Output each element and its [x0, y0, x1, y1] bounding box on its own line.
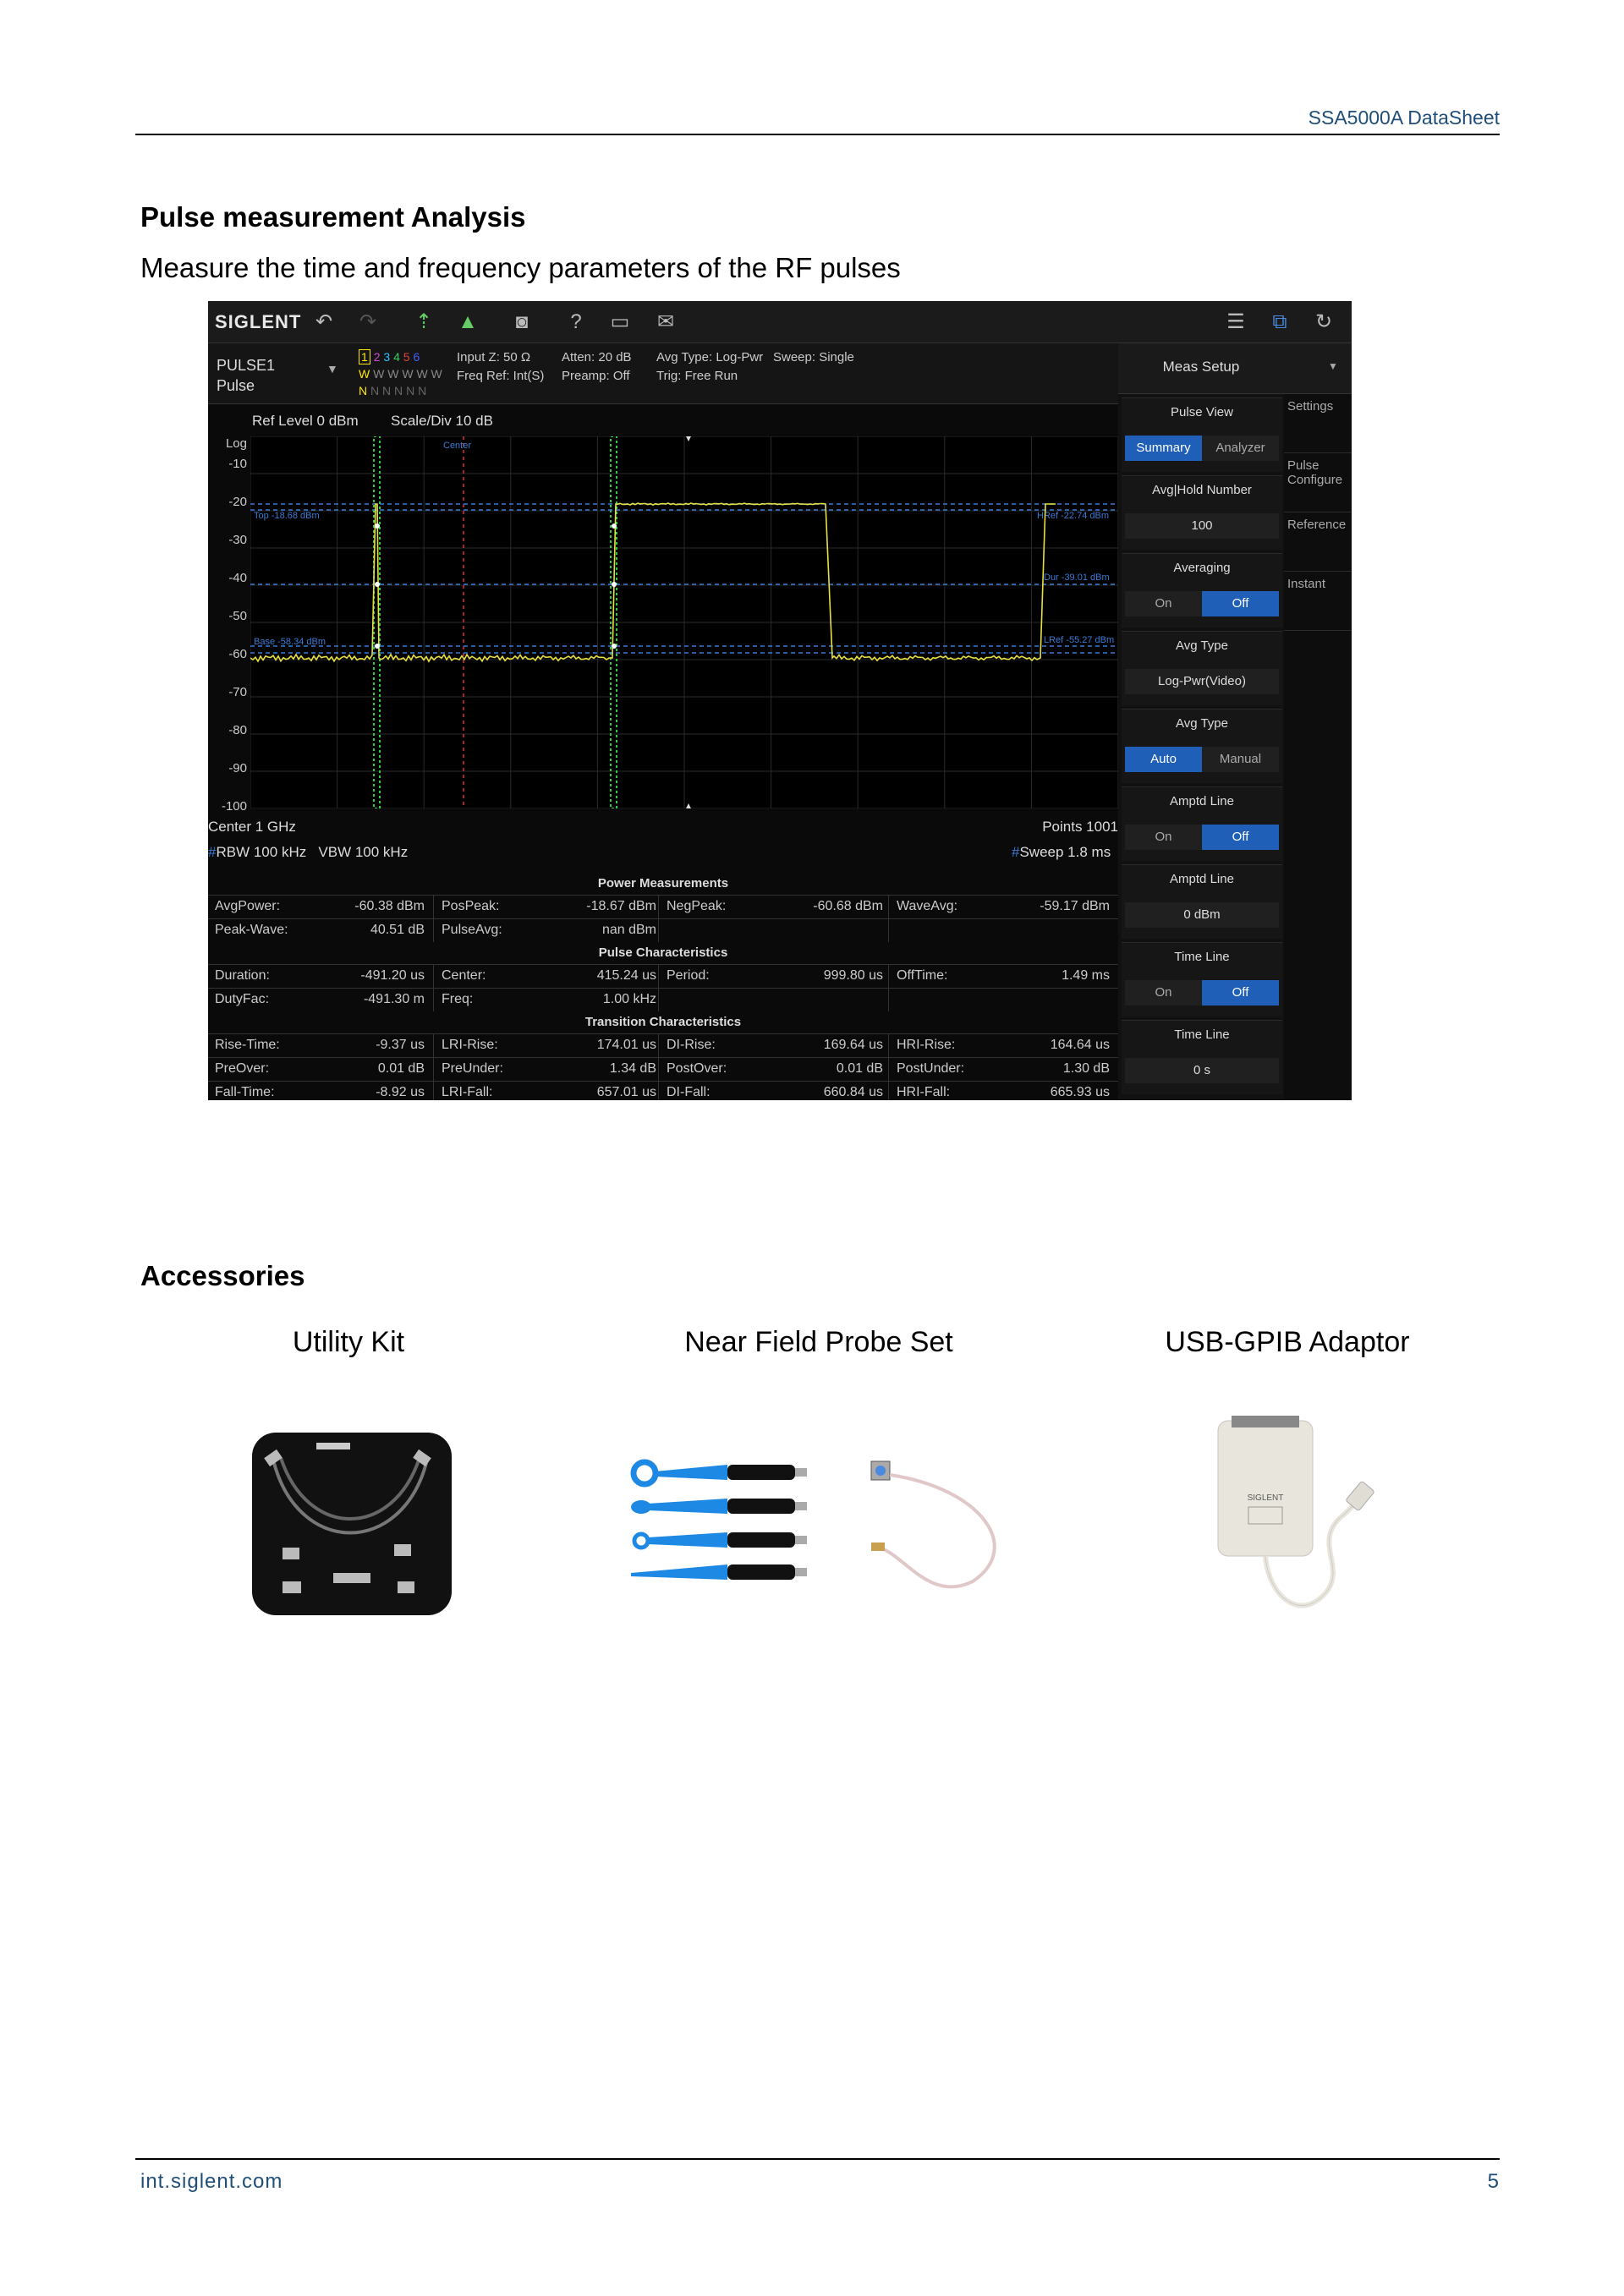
top-center-indicator — [686, 436, 691, 441]
trace-type-2: W — [373, 367, 385, 381]
softkey-value[interactable]: 0 s — [1193, 1063, 1210, 1077]
softkey-group — [1122, 942, 1282, 1016]
table-section-title: Pulse Characteristics — [598, 945, 728, 960]
coax-cable — [871, 1461, 995, 1586]
softkey-group — [1122, 1020, 1282, 1094]
trace-3[interactable]: 3 — [383, 350, 391, 364]
status-bar — [208, 343, 1118, 404]
table-divider — [888, 964, 889, 1011]
analyzer-screenshot — [208, 301, 1352, 1100]
instrument-toolbar — [208, 301, 1352, 343]
lref-marker-label: LRef -55.27 dBm — [1044, 635, 1115, 645]
sweep-time-value: Sweep 1.8 ms — [1019, 844, 1111, 860]
pulse-trace — [250, 503, 1056, 661]
document-header-title: SSA5000A DataSheet — [1308, 107, 1500, 129]
measurement-value: 660.84 us — [823, 1085, 883, 1099]
measurement-label: LRI-Fall: — [442, 1085, 493, 1099]
softkey-control[interactable] — [1125, 747, 1279, 772]
table-row — [208, 1057, 1118, 1081]
softkey-control[interactable] — [1125, 669, 1279, 694]
adaptor-logo: SIGLENT — [1247, 1493, 1284, 1503]
measurement-value: 169.64 us — [823, 1038, 883, 1052]
trace-type-4: W — [402, 367, 414, 381]
footer-rule — [135, 2158, 1500, 2160]
measurement-value: -491.30 m — [363, 992, 425, 1006]
trace-det-3: N — [382, 384, 392, 397]
measurement-value: -60.68 dBm — [813, 899, 883, 913]
y-tick-label: -10 — [228, 457, 247, 471]
softkey-label: Pulse View — [1171, 405, 1233, 419]
table-divider — [658, 964, 659, 1011]
softkey-control[interactable] — [1125, 980, 1279, 1006]
vbw: VBW 100 kHz — [318, 844, 409, 860]
measurement-value: 0.01 dB — [836, 1061, 883, 1076]
y-tick-label: -100 — [221, 799, 247, 814]
measurement-label: Peak-Wave: — [215, 923, 288, 937]
softkey-group — [1122, 786, 1282, 861]
table-row — [208, 964, 1118, 988]
rbw: RBW 100 kHz — [216, 844, 307, 860]
softkey-group — [1122, 631, 1282, 705]
measurement-value: 0.01 dB — [377, 1061, 425, 1076]
y-tick-label: -80 — [228, 723, 247, 737]
softkey-control[interactable] — [1125, 591, 1279, 616]
table-divider — [888, 895, 889, 942]
header-rule — [135, 134, 1500, 135]
trigger-status: Trig: Free Run — [656, 369, 738, 383]
measurement-label: HRI-Rise: — [897, 1038, 956, 1052]
probe-set-image — [626, 1455, 1015, 1598]
measurement-label: PosPeak: — [442, 899, 500, 913]
measurement-value: 40.51 dB — [370, 923, 425, 937]
center-line-label: Center — [443, 441, 472, 451]
table-row — [208, 1081, 1118, 1100]
mode-selector[interactable] — [217, 355, 275, 396]
measurement-value: 1.49 ms — [1062, 968, 1110, 983]
softkey-tab[interactable]: Pulse Configure — [1284, 453, 1352, 512]
softkey-option[interactable]: Manual — [1219, 752, 1262, 766]
trace-det-2: N — [370, 384, 380, 397]
bottom-center-indicator — [686, 803, 691, 808]
measurement-label: Center: — [442, 968, 486, 983]
measurement-value: -8.92 us — [376, 1085, 425, 1099]
trace-4[interactable]: 4 — [393, 350, 400, 364]
softkey-control[interactable] — [1125, 825, 1279, 850]
y-tick-label: -30 — [228, 533, 247, 547]
measurement-label: PreOver: — [215, 1061, 270, 1076]
softkey-label: Time Line — [1174, 1027, 1230, 1042]
measurement-label: DI-Fall: — [667, 1085, 710, 1099]
trace-2[interactable]: 2 — [373, 350, 381, 364]
measurement-value: 164.64 us — [1050, 1038, 1110, 1052]
softkey-panel — [1118, 343, 1352, 1100]
trace-6[interactable]: 6 — [413, 350, 420, 364]
siglent-logo: SIGLENT — [215, 311, 302, 332]
redo-icon[interactable]: ↷ — [359, 310, 377, 333]
measurement-value: -60.38 dBm — [354, 899, 425, 913]
measurement-label: Rise-Time: — [215, 1038, 280, 1052]
panel-header[interactable] — [1118, 343, 1352, 394]
softkey-group — [1122, 397, 1282, 472]
footer-url[interactable]: int.siglent.com — [140, 2170, 283, 2193]
measurement-value: 1.30 dB — [1062, 1061, 1110, 1076]
measurement-value: 1.34 dB — [609, 1061, 656, 1076]
peak-search-icon[interactable]: ⇡ — [414, 310, 433, 333]
trace-det-1: N — [359, 384, 368, 397]
softkey-tab[interactable]: Reference — [1284, 512, 1352, 572]
spectrum-plot[interactable] — [250, 436, 1118, 808]
section-heading-accessories: Accessories — [140, 1260, 305, 1291]
table-divider — [433, 895, 434, 942]
table-section-title: Power Measurements — [597, 876, 729, 890]
marker-point — [612, 582, 617, 587]
top-marker-label: Top -18.68 dBm — [254, 511, 320, 521]
measurement-value: -59.17 dBm — [1040, 899, 1110, 913]
softkey-control[interactable] — [1125, 436, 1279, 461]
ref-level: Ref Level 0 dBm — [252, 413, 359, 429]
measurement-label: NegPeak: — [667, 899, 727, 913]
measurement-label: WaveAvg: — [897, 899, 958, 913]
softkey-column — [1118, 394, 1284, 1100]
softkey-label: Amptd Line — [1170, 872, 1234, 886]
softkey-option[interactable]: Analyzer — [1215, 441, 1265, 455]
marker-point — [612, 523, 617, 529]
softkey-label: Amptd Line — [1170, 794, 1234, 808]
table-divider — [433, 964, 434, 1011]
reset-icon[interactable]: ↻ — [1314, 310, 1333, 333]
table-section-title: Transition Characteristics — [584, 1015, 742, 1029]
measurement-label: PulseAvg: — [442, 923, 502, 937]
message-icon[interactable]: ✉ — [656, 310, 675, 333]
href-marker-label: HRef -22.74 dBm — [1037, 511, 1109, 521]
softkey-value[interactable]: 100 — [1191, 518, 1213, 533]
trace-det-6: N — [418, 384, 427, 397]
measurement-value: -9.37 us — [376, 1038, 425, 1052]
trace-type-1: W — [359, 367, 370, 381]
sweep-hash: # — [1012, 844, 1020, 860]
softkey-option[interactable]: On — [1155, 830, 1172, 844]
softkey-control[interactable] — [1125, 513, 1279, 539]
mode-name: PULSE1 — [217, 357, 276, 374]
table-row — [208, 918, 1118, 942]
trace-det-5: N — [406, 384, 415, 397]
chevron-down-icon[interactable]: ▼ — [326, 362, 338, 375]
trace-types — [359, 365, 442, 382]
softkey-label: Time Line — [1174, 950, 1230, 964]
softkey-option[interactable]: Off — [1202, 825, 1279, 850]
measurement-label: PreUnder: — [442, 1061, 503, 1076]
y-tick-label: -20 — [228, 495, 247, 509]
page-number: 5 — [1487, 2170, 1499, 2193]
input-impedance: Input Z: 50 Ω — [457, 350, 531, 364]
accessory-label-gpib: USB-GPIB Adaptor — [1165, 1326, 1410, 1358]
marker-point — [375, 582, 380, 587]
measurement-label: HRI-Fall: — [897, 1085, 951, 1099]
sweep-status: Sweep: Single — [773, 350, 854, 364]
measurement-label: DI-Rise: — [667, 1038, 716, 1052]
section-heading-pulse: Pulse measurement Analysis — [140, 201, 526, 233]
measurement-value: 665.93 us — [1050, 1085, 1110, 1099]
probe — [631, 1499, 807, 1514]
y-tick-label: -60 — [228, 647, 247, 661]
mode-sub: Pulse — [217, 377, 255, 394]
softkey-tabs — [1284, 394, 1352, 1100]
softkey-group — [1122, 864, 1282, 939]
softkey-option[interactable]: Off — [1202, 980, 1279, 1006]
softkey-option[interactable]: On — [1155, 985, 1172, 1000]
usb-gpib-adaptor-image — [1201, 1412, 1379, 1641]
help-icon[interactable]: ? — [570, 310, 582, 333]
table-divider — [658, 1033, 659, 1100]
measurement-value: 999.80 us — [823, 968, 883, 983]
trace-1[interactable]: 1 — [359, 349, 370, 364]
measurement-label: PostUnder: — [897, 1061, 965, 1076]
table-divider — [433, 1033, 434, 1100]
measurement-value: -18.67 dBm — [586, 899, 656, 913]
utility-kit-image — [249, 1429, 455, 1619]
attenuation: Atten: 20 dB — [562, 350, 632, 364]
softkey-option[interactable]: On — [1155, 596, 1172, 611]
softkey-group — [1122, 709, 1282, 783]
measurement-value: 657.01 us — [596, 1085, 656, 1099]
file-icon[interactable]: ▭ — [610, 310, 630, 333]
probe — [634, 1532, 807, 1548]
softkey-option[interactable]: Off — [1202, 591, 1279, 616]
section-description: Measure the time and frequency parameters of the RF pulses — [140, 252, 901, 283]
y-tick-label: -90 — [228, 761, 247, 775]
softkey-value[interactable]: Log-Pwr(Video) — [1158, 674, 1246, 688]
chevron-down-icon[interactable]: ▼ — [1328, 360, 1338, 372]
trace-5[interactable]: 5 — [403, 350, 410, 364]
points: Points 1001 — [1042, 819, 1118, 835]
y-axis-log: Log — [225, 436, 247, 451]
scale-div: Scale/Div 10 dB — [391, 413, 493, 429]
trace-type-6: W — [431, 367, 442, 381]
softkey-option[interactable]: Auto — [1125, 747, 1202, 772]
table-divider — [658, 895, 659, 942]
softkey-control[interactable] — [1125, 1058, 1279, 1083]
softkey-option[interactable]: Summary — [1125, 436, 1202, 461]
table-row — [208, 1033, 1118, 1057]
center-frequency: Center 1 GHz — [208, 819, 296, 835]
table-row — [208, 895, 1118, 918]
measurement-label: Duration: — [215, 968, 270, 983]
y-tick-label: -40 — [228, 571, 247, 585]
table-row — [208, 988, 1118, 1011]
trace-type-3: W — [387, 367, 399, 381]
marker-icon[interactable]: ▲ — [458, 310, 478, 333]
measurement-label: Freq: — [442, 992, 474, 1006]
measurement-label: AvgPower: — [215, 899, 281, 913]
measurement-value: 1.00 kHz — [602, 992, 656, 1006]
rbw-vbw — [208, 844, 408, 861]
rbw-hash: # — [208, 844, 217, 860]
accessory-label-utility-kit: Utility Kit — [292, 1326, 405, 1358]
freq-ref: Freq Ref: Int(S) — [457, 369, 545, 383]
softkey-tab[interactable]: Settings — [1284, 394, 1352, 453]
panel-title: Meas Setup — [1162, 359, 1240, 375]
sweep-time — [1012, 844, 1111, 861]
measurement-value: nan dBm — [601, 923, 656, 937]
y-tick-label: -70 — [228, 685, 247, 699]
marker-point — [612, 644, 617, 649]
y-tick-label: -50 — [228, 609, 247, 623]
softkey-label: Avg Type — [1176, 716, 1228, 731]
softkey-label: Avg|Hold Number — [1152, 483, 1252, 497]
preamp: Preamp: Off — [562, 369, 630, 383]
trace-type-5: W — [416, 367, 428, 381]
softkey-group — [1122, 475, 1282, 550]
marker-point — [375, 523, 380, 529]
measurement-label: LRI-Rise: — [442, 1038, 498, 1052]
measurement-value: 174.01 us — [596, 1038, 656, 1052]
trace-det-4: N — [394, 384, 403, 397]
avg-type-status: Avg Type: Log-Pwr — [656, 350, 764, 364]
undo-icon[interactable]: ↶ — [315, 310, 333, 333]
softkey-control[interactable] — [1125, 902, 1279, 928]
probe — [631, 1564, 807, 1580]
menu-list-icon[interactable]: ☰ — [1226, 310, 1245, 333]
measurement-label: DutyFac: — [215, 992, 270, 1006]
softkey-label: Averaging — [1173, 561, 1231, 575]
marker-point — [375, 644, 380, 649]
softkey-value[interactable]: 0 dBm — [1183, 907, 1221, 922]
measurement-value: 415.24 us — [596, 968, 656, 983]
softkey-label: Avg Type — [1176, 638, 1228, 653]
measurement-label: Period: — [667, 968, 710, 983]
table-divider — [888, 1033, 889, 1100]
measurement-label: OffTime: — [897, 968, 948, 983]
measurement-label: Fall-Time: — [215, 1085, 275, 1099]
softkey-tab[interactable]: Instant — [1284, 572, 1352, 631]
trace-detectors — [359, 382, 426, 399]
base-marker-label: Base -58.34 dBm — [254, 637, 326, 647]
probe — [634, 1462, 807, 1484]
camera-icon[interactable]: ◙ — [515, 310, 529, 333]
network-icon[interactable]: ⧉ — [1272, 310, 1287, 333]
dur-marker-label: Dur -39.01 dBm — [1044, 573, 1110, 583]
accessory-label-probe-set: Near Field Probe Set — [684, 1326, 953, 1358]
trace-numbers[interactable] — [359, 348, 420, 365]
softkey-group — [1122, 553, 1282, 627]
measurement-label: PostOver: — [667, 1061, 727, 1076]
measurement-value: -491.20 us — [360, 968, 425, 983]
